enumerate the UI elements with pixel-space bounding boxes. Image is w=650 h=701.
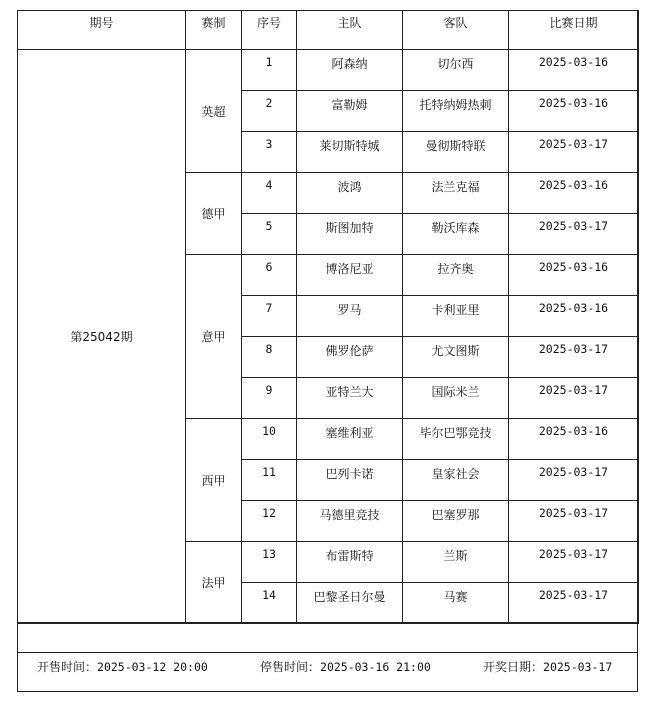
seq-cell: 13 bbox=[242, 542, 297, 583]
header-seq: 序号 bbox=[242, 11, 297, 50]
league-cell: 英超 bbox=[186, 50, 242, 173]
match-date-cell: 2025-03-17 bbox=[509, 542, 639, 583]
blank-separator-row bbox=[17, 622, 638, 653]
home-team-cell: 亚特兰大 bbox=[297, 378, 403, 419]
away-team-cell: 法兰克福 bbox=[403, 173, 509, 214]
league-cell: 法甲 bbox=[186, 542, 242, 624]
seq-cell: 7 bbox=[242, 296, 297, 337]
sale-info-footer bbox=[17, 653, 638, 692]
league-cell: 德甲 bbox=[186, 173, 242, 255]
header-away: 客队 bbox=[403, 11, 509, 50]
match-date-cell: 2025-03-17 bbox=[509, 214, 639, 255]
sale-stop-label: 停售时间： bbox=[260, 660, 321, 674]
seq-cell: 5 bbox=[242, 214, 297, 255]
fixture-table bbox=[17, 10, 639, 624]
match-date-cell: 2025-03-17 bbox=[509, 501, 639, 542]
home-team-cell: 塞维利亚 bbox=[297, 419, 403, 460]
away-team-cell: 兰斯 bbox=[403, 542, 509, 583]
issue-cell: 第25042期 bbox=[18, 50, 186, 624]
match-date-cell: 2025-03-17 bbox=[509, 378, 639, 419]
away-team-cell: 卡利亚里 bbox=[403, 296, 509, 337]
seq-cell: 9 bbox=[242, 378, 297, 419]
home-team-cell: 莱切斯特城 bbox=[297, 132, 403, 173]
league-cell: 西甲 bbox=[186, 419, 242, 542]
away-team-cell: 曼彻斯特联 bbox=[403, 132, 509, 173]
away-team-cell: 拉齐奥 bbox=[403, 255, 509, 296]
header-league: 赛制 bbox=[186, 11, 242, 50]
header-issue: 期号 bbox=[18, 11, 186, 50]
seq-cell: 14 bbox=[242, 583, 297, 624]
match-date-cell: 2025-03-16 bbox=[509, 296, 639, 337]
match-date-cell: 2025-03-17 bbox=[509, 132, 639, 173]
seq-cell: 2 bbox=[242, 91, 297, 132]
header-home: 主队 bbox=[297, 11, 403, 50]
seq-cell: 10 bbox=[242, 419, 297, 460]
match-date-cell: 2025-03-16 bbox=[509, 91, 639, 132]
home-team-cell: 罗马 bbox=[297, 296, 403, 337]
sale-start-info bbox=[37, 658, 208, 675]
home-team-cell: 布雷斯特 bbox=[297, 542, 403, 583]
home-team-cell: 波鸿 bbox=[297, 173, 403, 214]
sale-stop-value: 2025-03-16 21:00 bbox=[320, 660, 431, 674]
seq-cell: 11 bbox=[242, 460, 297, 501]
match-date-cell: 2025-03-16 bbox=[509, 419, 639, 460]
draw-date-info bbox=[483, 658, 612, 675]
match-date-cell: 2025-03-17 bbox=[509, 337, 639, 378]
home-team-cell: 巴列卡诺 bbox=[297, 460, 403, 501]
away-team-cell: 巴塞罗那 bbox=[403, 501, 509, 542]
away-team-cell: 勒沃库森 bbox=[403, 214, 509, 255]
match-date-cell: 2025-03-17 bbox=[509, 583, 639, 624]
seq-cell: 1 bbox=[242, 50, 297, 91]
away-team-cell: 托特纳姆热刺 bbox=[403, 91, 509, 132]
match-date-cell: 2025-03-16 bbox=[509, 173, 639, 214]
home-team-cell: 富勒姆 bbox=[297, 91, 403, 132]
seq-cell: 3 bbox=[242, 132, 297, 173]
home-team-cell: 佛罗伦萨 bbox=[297, 337, 403, 378]
home-team-cell: 阿森纳 bbox=[297, 50, 403, 91]
away-team-cell: 切尔西 bbox=[403, 50, 509, 91]
away-team-cell: 皇家社会 bbox=[403, 460, 509, 501]
match-date-cell: 2025-03-16 bbox=[509, 50, 639, 91]
sale-start-label: 开售时间： bbox=[37, 660, 98, 674]
seq-cell: 8 bbox=[242, 337, 297, 378]
match-date-cell: 2025-03-16 bbox=[509, 255, 639, 296]
home-team-cell: 博洛尼亚 bbox=[297, 255, 403, 296]
draw-date-label: 开奖日期： bbox=[483, 660, 544, 674]
sale-stop-info bbox=[260, 658, 431, 675]
table-row bbox=[18, 50, 639, 91]
away-team-cell: 尤文图斯 bbox=[403, 337, 509, 378]
seq-cell: 12 bbox=[242, 501, 297, 542]
away-team-cell: 国际米兰 bbox=[403, 378, 509, 419]
home-team-cell: 马德里竞技 bbox=[297, 501, 403, 542]
match-date-cell: 2025-03-17 bbox=[509, 460, 639, 501]
header-row bbox=[18, 11, 639, 50]
league-cell: 意甲 bbox=[186, 255, 242, 419]
home-team-cell: 巴黎圣日尔曼 bbox=[297, 583, 403, 624]
seq-cell: 4 bbox=[242, 173, 297, 214]
away-team-cell: 毕尔巴鄂竞技 bbox=[403, 419, 509, 460]
draw-date-value: 2025-03-17 bbox=[543, 660, 613, 674]
sale-start-value: 2025-03-12 20:00 bbox=[97, 660, 208, 674]
header-date: 比赛日期 bbox=[509, 11, 639, 50]
seq-cell: 6 bbox=[242, 255, 297, 296]
home-team-cell: 斯图加特 bbox=[297, 214, 403, 255]
away-team-cell: 马赛 bbox=[403, 583, 509, 624]
